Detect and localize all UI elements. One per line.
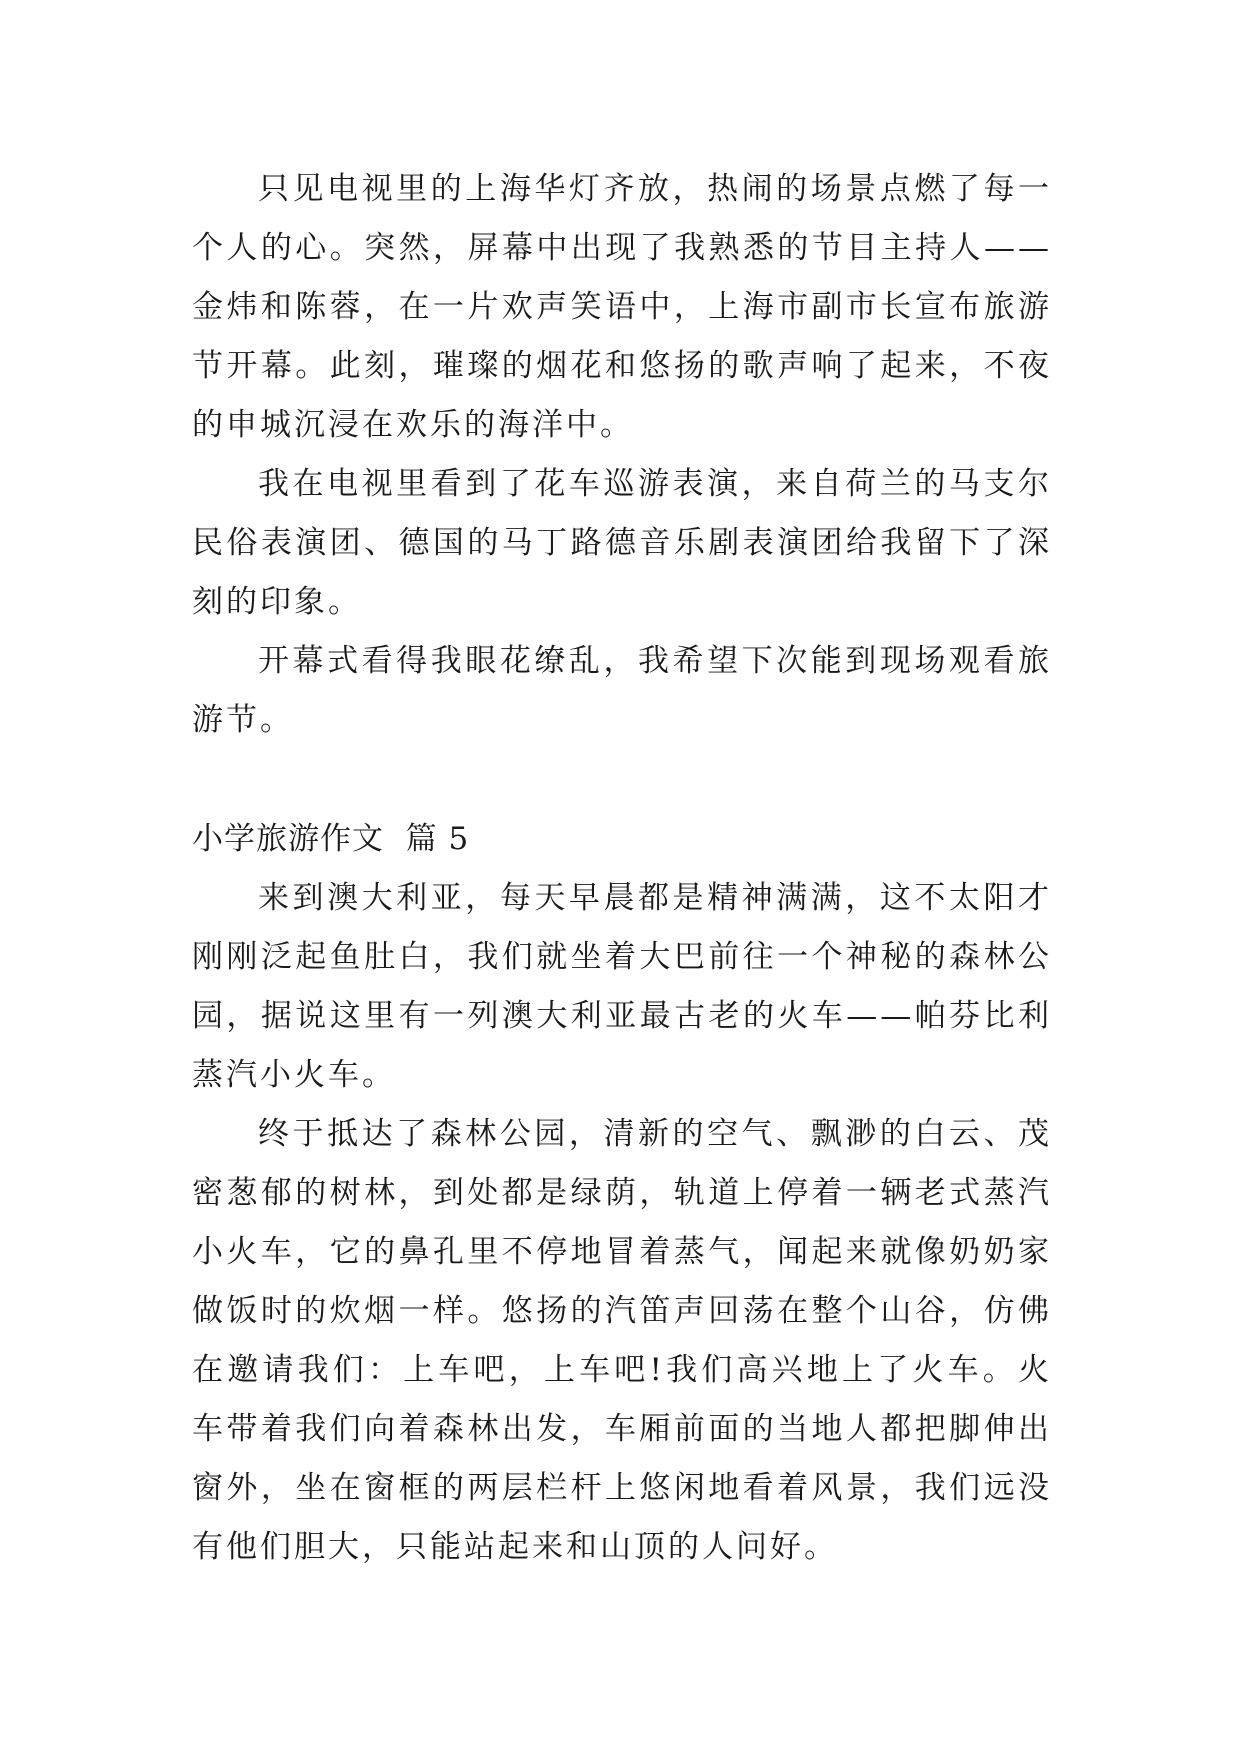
paragraph: 来到澳大利亚，每天早晨都是精神满满，这不太阳才刚刚泛起鱼肚白，我们就坐着大巴前往一个神秘的森林公园，据说这里有一列澳大利亚最古老的火车——帕芬比利蒸汽小火车。 xyxy=(192,880,1052,1093)
paragraph: 只见电视里的上海华灯齐放，热闹的场景点燃了每一个人的心。突然，屏幕中出现了我熟悉的节目主持人——金炜和陈蓉，在一片欢声笑语中，上海市副市长宣布旅游节开幕。此刻，璀璨的烟花和悠扬的歌声响了起来，不夜的申城沉浸在欢乐的海洋中。 xyxy=(192,171,1052,443)
section-heading: 小学旅游作文 篇 5 xyxy=(192,821,470,857)
document-body xyxy=(192,160,1052,1577)
paragraph: 我在电视里看到了花车巡游表演，来自荷兰的马支尔民俗表演团、德国的马丁路德音乐剧表演团给我留下了深刻的印象。 xyxy=(192,466,1052,620)
paragraph: 开幕式看得我眼花缭乱，我希望下次能到现场观看旅游节。 xyxy=(192,643,1052,738)
paragraph: 终于抵达了森林公园，清新的空气、飘渺的白云、茂密葱郁的树林，到处都是绿荫，轨道上停着一辆老式蒸汽小火车，它的鼻孔里不停地冒着蒸气，闻起来就像奶奶家做饭时的炊烟一样。悠扬的汽笛声回荡在整个山谷，仿佛在邀请我们：上车吧，上车吧!我们高兴地上了火车。火车带着我们向着森林出发，车厢前面的当地人都把脚伸出窗外，坐在窗框的两层栏杆上悠闲地看着风景，我们远没有他们胆大，只能站起来和山顶的人问好。 xyxy=(192,1116,1052,1565)
